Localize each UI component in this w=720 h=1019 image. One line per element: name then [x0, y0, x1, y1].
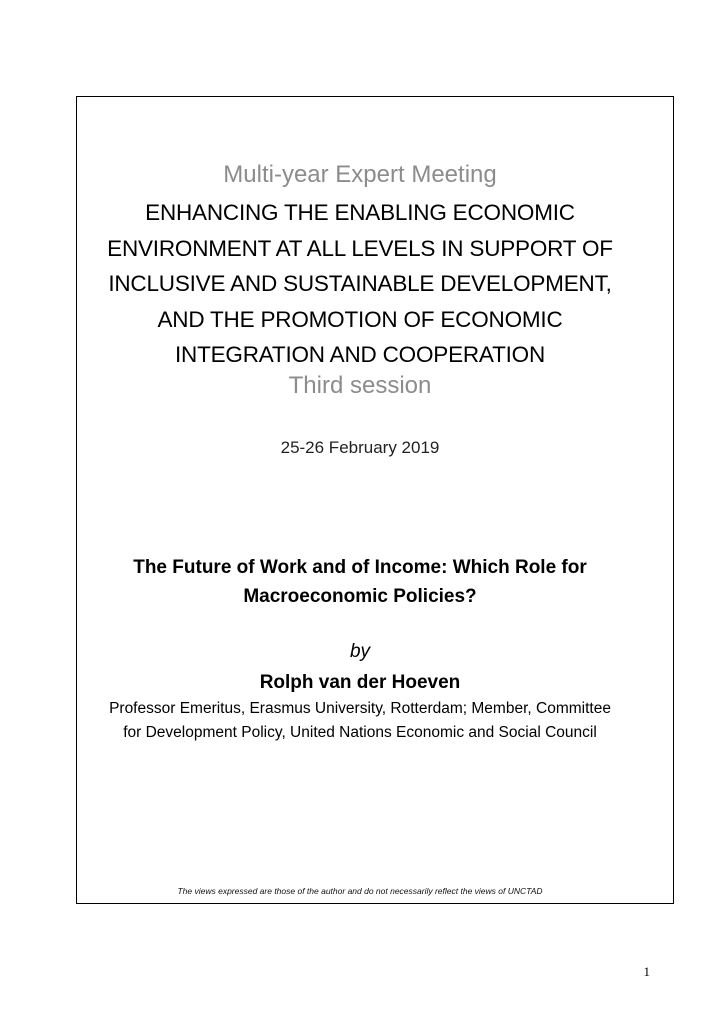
- affiliation-line: for Development Policy, United Nations Economic and Social Council: [123, 724, 597, 741]
- meeting-title-line: ENVIRONMENT AT ALL LEVELS IN SUPPORT OF: [107, 235, 613, 261]
- author-name: Rolph van der Hoeven: [259, 672, 461, 693]
- meeting-title-line: AND THE PROMOTION OF ECONOMIC: [157, 306, 563, 332]
- page-number: 1: [643, 964, 650, 979]
- meeting-title-line: INCLUSIVE AND SUSTAINABLE DEVELOPMENT,: [108, 271, 612, 296]
- author-affiliation: [0, 697, 720, 745]
- affiliation-line: Professor Emeritus, Erasmus University, Rotterdam; Member, Committee: [109, 700, 611, 717]
- paper-title-line: The Future of Work and of Income: Which Role for: [133, 557, 587, 578]
- meeting-title: [0, 195, 720, 373]
- disclaimer: The views expressed are those of the author and do not necessarily reflect the views of UNCTAD: [177, 886, 543, 896]
- meeting-title-line: INTEGRATION AND COOPERATION: [174, 342, 546, 367]
- paper-title-line: Macroeconomic Policies?: [243, 586, 477, 607]
- meeting-title-line: ENHANCING THE ENABLING ECONOMIC: [145, 200, 575, 225]
- session-label: Third session: [288, 372, 432, 399]
- meeting-dates: 25-26 February 2019: [280, 438, 440, 457]
- by-label: by: [349, 641, 371, 662]
- meeting-type: Multi-year Expert Meeting: [223, 161, 497, 188]
- paper-title: [0, 553, 720, 611]
